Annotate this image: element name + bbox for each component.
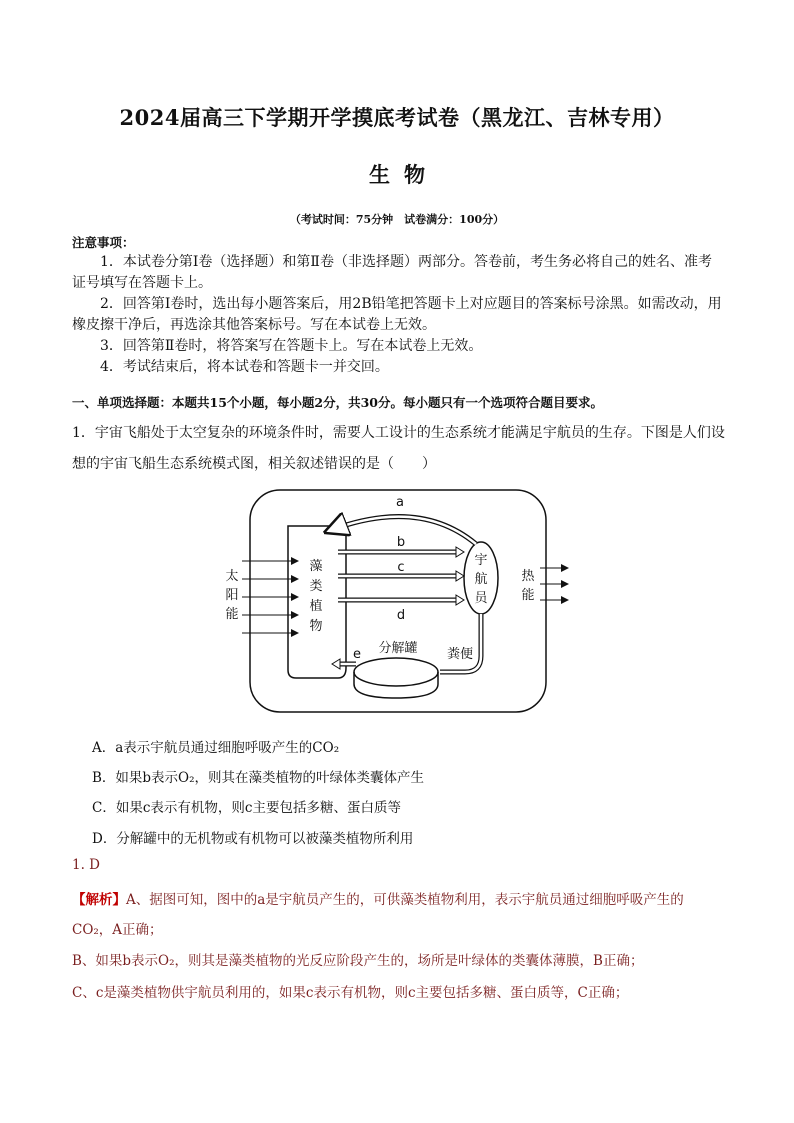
exam-info: （考试时间：75分钟 试卷满分：100分） (289, 213, 505, 226)
subject-title: 生物 (369, 162, 439, 187)
notice-item: 4．考试结束后，将本试卷和答题卡一并交回。 (100, 359, 389, 375)
ecosystem-diagram (218, 488, 578, 716)
sun-label-1: 太 (225, 569, 239, 584)
explanation-tag: 【解析】 (72, 892, 126, 908)
explanation-line (72, 890, 732, 910)
arrow-e-label: e (353, 647, 361, 662)
algae-label-4: 物 (309, 619, 323, 634)
astronaut-label-2: 航 (474, 572, 488, 587)
decomposer-label: 分解罐 (378, 641, 418, 656)
arrow-b-label: b (396, 535, 406, 550)
notice-heading: 注意事项： (72, 235, 135, 250)
explanation-line: C、c是藻类植物供宇航员利用的，如果c表示有机物，则c主要包括多糖、蛋白质等，C正确； (72, 985, 629, 1001)
section-heading: 一、单项选择题：本题共15个小题，每小题2分，共30分。每小题只有一个选项符合题目要求。 (72, 395, 603, 410)
page-title: 2024届高三下学期开学摸底考试卷（黑龙江、吉林专用） (119, 105, 675, 130)
explanation-text: A、据图可知，图中的a是宇航员产生的，可供藻类植物利用，表示宇航员通过细胞呼吸产生的 (126, 892, 684, 908)
question-stem (72, 418, 732, 480)
option-b[interactable]: B．如果b表示O₂，则其在藻类植物的叶绿体类囊体产生 (92, 770, 425, 786)
option-c[interactable]: C．如果c表示有机物，则c主要包括多糖、蛋白质等 (92, 800, 401, 816)
heat-label-2: 能 (521, 588, 535, 603)
answer-key: 1. D (72, 857, 100, 873)
question-stem-line: 想的宇宙飞船生态系统模式图，相关叙述错误的是（ ） (72, 456, 436, 472)
sun-label-3: 能 (225, 607, 239, 622)
heat-label-1: 热 (521, 569, 535, 584)
question-stem-line: 1．宇宙飞船处于太空复杂的环境条件时，需要人工设计的生态系统才能满足宇航员的生存。下图是人们设 (72, 425, 725, 441)
sun-label-2: 阳 (225, 588, 239, 603)
astronaut-label-3: 员 (474, 591, 488, 606)
arrow-c-label: c (397, 560, 405, 575)
notice-item: 1．本试卷分第Ⅰ卷（选择题）和第Ⅱ卷（非选择题）两部分。答卷前，考生务必将自己的姓名、准考证号填写在答题卡上。 (72, 254, 712, 291)
decomposer-tank (354, 658, 438, 698)
notice-item: 3．回答第Ⅱ卷时，将答案写在答题卡上。写在本试卷上无效。 (100, 338, 483, 354)
algae-label-2: 类 (309, 579, 323, 594)
algae-label-1: 藻 (309, 559, 323, 574)
notice-item: 2．回答第Ⅰ卷时，选出每小题答案后，用2B铅笔把答题卡上对应题目的答案标号涂黑。如需改动，用橡皮擦干净后，再选涂其他答案标号。写在本试卷上无效。 (72, 296, 722, 333)
option-a[interactable]: A．a表示宇航员通过细胞呼吸产生的CO₂ (92, 740, 340, 756)
heat-arrows (540, 568, 568, 600)
arrow-d (338, 595, 464, 605)
explanation-line: B、如果b表示O₂，则其是藻类植物的光反应阶段产生的，场所是叶绿体的类囊体薄膜，B正确； (72, 953, 644, 969)
arrow-d-label: d (396, 608, 406, 623)
astronaut-label-1: 宇 (474, 553, 488, 568)
feces-label: 粪便 (446, 647, 474, 662)
algae-label-3: 植 (309, 599, 323, 614)
arrow-a-label: a (396, 495, 404, 510)
option-d[interactable]: D．分解罐中的无机物或有机物可以被藻类植物所利用 (92, 831, 414, 847)
notice-list (72, 252, 724, 378)
explanation-line: CO₂，A正确； (72, 922, 163, 938)
